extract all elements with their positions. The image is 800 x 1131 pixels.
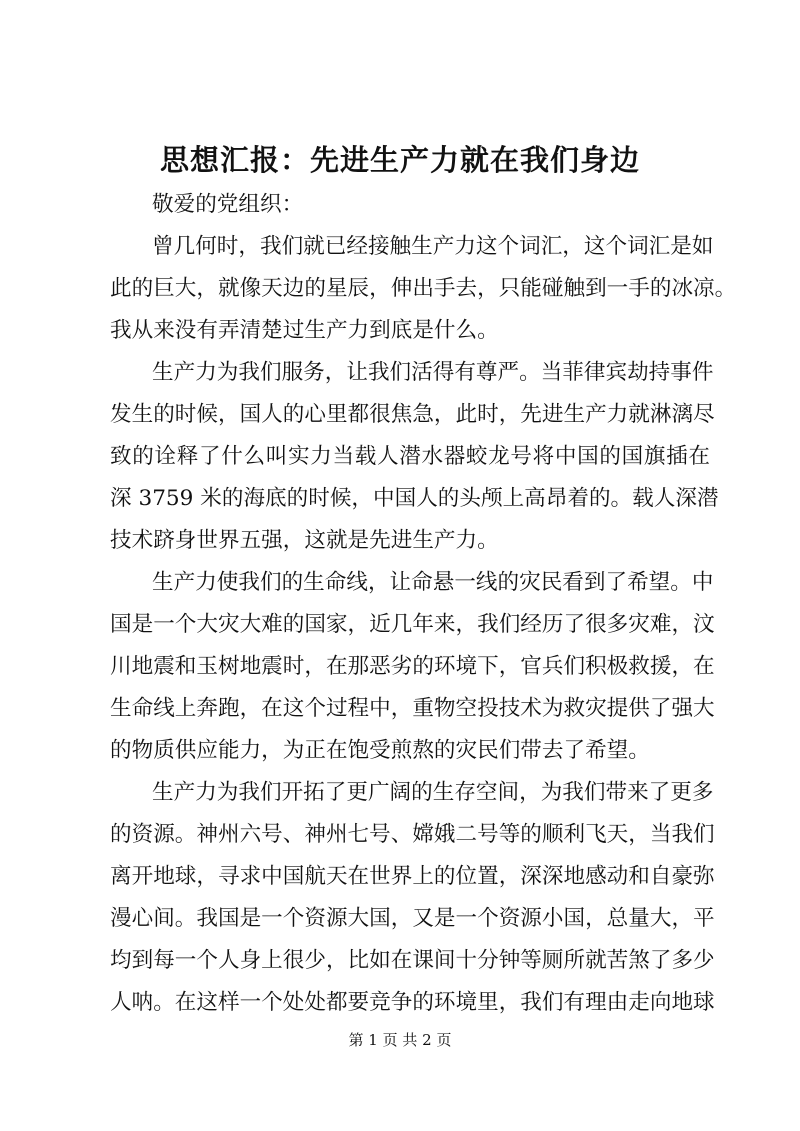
paragraph-line: 国是一个大灾大难的国家，近几年来，我们经历了很多灾难，汶 bbox=[110, 612, 715, 637]
paragraph-line: 致的诠释了什么叫实力当载人潜水器蛟龙号将中国的国旗插在 bbox=[110, 444, 710, 469]
salutation: 敬爱的党组织： bbox=[152, 192, 304, 217]
paragraph-line: 生产力使我们的生命线，让命悬一线的灾民看到了希望。中 bbox=[152, 570, 714, 595]
paragraph-line: 生产力为我们服务，让我们活得有尊严。当菲律宾劫持事件 bbox=[152, 360, 714, 385]
paragraph-line: 生命线上奔跑，在这个过程中，重物空投技术为救灾提供了强大 bbox=[110, 696, 715, 721]
paragraph-line: 漫心间。我国是一个资源大国，又是一个资源小国，总量大，平 bbox=[110, 906, 715, 931]
page-number-footer: 第 1 页 共 2 页 bbox=[348, 1031, 452, 1049]
paragraph-line: 川地震和玉树地震时，在那恶劣的环境下，官兵们积极救援，在 bbox=[110, 654, 715, 679]
paragraph-line: 的物质供应能力，为正在饱受煎熬的灾民们带去了希望。 bbox=[110, 738, 650, 763]
paragraph-line: 生产力为我们开拓了更广阔的生存空间，为我们带来了更多 bbox=[152, 780, 714, 805]
paragraph-line: 我从来没有弄清楚过生产力到底是什么。 bbox=[110, 318, 499, 343]
paragraph-line: 人呐。在这样一个处处都要竞争的环境里，我们有理由走向地球 bbox=[110, 990, 715, 1015]
paragraph-line: 技术跻身世界五强，这就是先进生产力。 bbox=[110, 528, 499, 553]
paragraph-line: 均到每一个人身上很少，比如在课间十分钟等厕所就苦煞了多少 bbox=[110, 948, 715, 973]
paragraph-line: 离开地球，寻求中国航天在世界上的位置，深深地感动和自豪弥 bbox=[110, 864, 715, 889]
paragraph-line: 深 3759 米的海底的时候，中国人的头颅上高昂着的。载人深潜 bbox=[110, 486, 719, 511]
document-title: 思想汇报：先进生产力就在我们身边 bbox=[159, 143, 640, 177]
paragraph-line: 发生的时候，国人的心里都很焦急，此时，先进生产力就淋漓尽 bbox=[110, 402, 715, 427]
paragraph-line: 此的巨大，就像天边的星辰，伸出手去，只能碰触到一手的冰凉。 bbox=[110, 276, 737, 301]
paragraph-line: 曾几何时，我们就已经接触生产力这个词汇，这个词汇是如 bbox=[152, 234, 714, 259]
paragraph-line: 的资源。神州六号、神州七号、嫦娥二号等的顺利飞天，当我们 bbox=[110, 822, 715, 847]
